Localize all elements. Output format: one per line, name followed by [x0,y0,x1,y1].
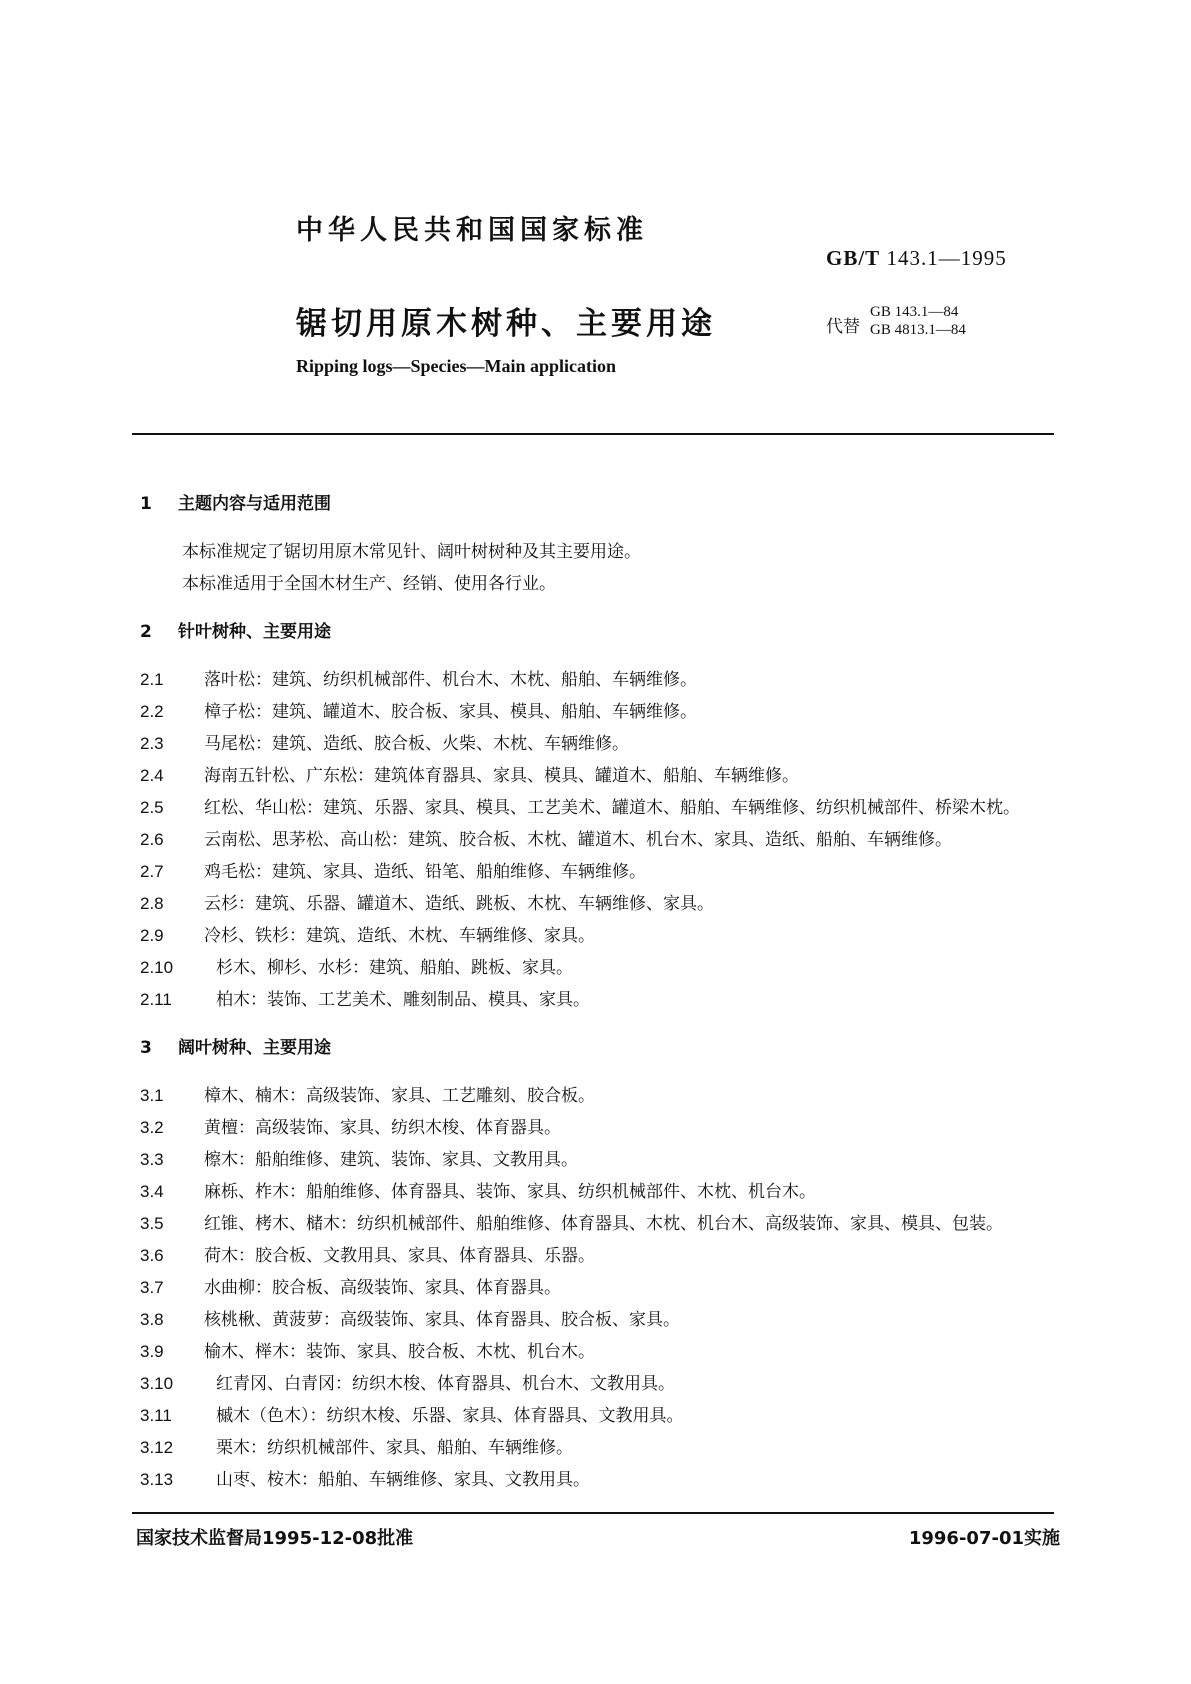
clause-item [124,824,1060,856]
replaced-standards [870,303,966,339]
english-title: Ripping logs—Species—Main application [296,356,617,376]
clause-item [124,1272,1060,1304]
clause-number: 3.10 [140,1374,174,1393]
standard-prefix: GB/T [826,246,881,270]
clause-item [124,1240,1060,1272]
clause-text: 鸡毛松：建筑、家具、造纸、铅笔、船舶维修、车辆维修。 [204,862,646,882]
clause-text: 槭木（色木）：纺织木梭、乐器、家具、体育器具、文教用具。 [216,1406,684,1426]
effective-date: 1996-07-01实施 [908,1528,1060,1549]
clause-item [124,888,1060,920]
paragraph: 本标准规定了锯切用原木常见针、阔叶树树种及其主要用途。 [182,542,641,562]
clause-text: 柏木：装饰、工艺美术、雕刻制品、模具、家具。 [216,990,590,1010]
clause-text: 云杉：建筑、乐器、罐道木、造纸、跳板、木枕、车辆维修、家具。 [204,894,714,914]
clause-item [124,696,1060,728]
clause-text: 檫木：船舶维修、建筑、装饰、家具、文教用具。 [204,1150,578,1170]
document-title: 锯切用原木树种、主要用途 [296,306,716,342]
clause-item [124,728,1060,760]
paragraph: 本标准适用于全国木材生产、经销、使用各行业。 [182,574,556,594]
clause-item [124,664,1060,696]
clause-item [124,952,1060,984]
clause-item [124,1464,1060,1496]
clause-number: 3.9 [140,1342,164,1361]
section-number: 2 [140,622,152,642]
clause-text: 黄檀：高级装饰、家具、纺织木梭、体育器具。 [204,1118,561,1138]
clause-number: 3.2 [140,1118,164,1137]
clause-number: 3.1 [140,1086,164,1105]
clause-number: 2.11 [140,990,172,1009]
clause-item [124,792,1060,824]
section-title: 针叶树种、主要用途 [178,622,331,642]
clause-text: 红松、华山松：建筑、乐器、家具、模具、工艺美术、罐道木、船舶、车辆维修、纺织机械部件、桥梁木枕。 [204,798,1020,818]
clause-item [124,1368,1060,1400]
clause-number: 3.3 [140,1150,164,1169]
section-2-items [124,664,1060,1016]
replaced-standard: GB 4813.1—84 [870,322,966,338]
clause-item [124,1144,1060,1176]
clause-text: 红锥、栲木、槠木：纺织机械部件、船舶维修、体育器具、木枕、机台木、高级装饰、家具、模具、包装。 [204,1214,1003,1234]
clause-number: 2.8 [140,894,164,913]
clause-item [124,1400,1060,1432]
clause-number: 2.10 [140,958,174,977]
clause-number: 3.8 [140,1310,164,1329]
clause-text: 榆木、榉木：装饰、家具、胶合板、木枕、机台木。 [204,1342,595,1362]
section-title: 主题内容与适用范围 [178,494,331,514]
standard-number: 143.1—1995 [886,246,1007,270]
clause-text: 樟木、楠木：高级装饰、家具、工艺雕刻、胶合板。 [204,1086,595,1106]
clause-text: 红青冈、白青冈：纺织木梭、体育器具、机台木、文教用具。 [216,1374,675,1394]
section-number: 3 [140,1038,152,1058]
document-body [124,488,1060,1496]
clause-text: 杉木、柳杉、水杉：建筑、船舶、跳板、家具。 [216,958,573,978]
clause-number: 2.7 [140,862,164,881]
clause-number: 3.6 [140,1246,164,1265]
clause-text: 栗木：纺织机械部件、家具、船舶、车辆维修。 [216,1438,573,1458]
section-3-items [124,1080,1060,1496]
section-number: 1 [140,494,152,514]
clause-text: 荷木：胶合板、文教用具、家具、体育器具、乐器。 [204,1246,595,1266]
clause-item [124,1176,1060,1208]
clause-number: 3.4 [140,1182,164,1201]
clause-item [124,920,1060,952]
clause-number: 2.9 [140,926,164,945]
clause-number: 2.6 [140,830,164,849]
section-heading [124,488,1060,520]
clause-item [124,856,1060,888]
clause-item [124,1208,1060,1240]
clause-number: 3.13 [140,1470,174,1489]
clause-item [124,1112,1060,1144]
clause-item [124,984,1060,1016]
approval-date: 国家技术监督局1995-12-08批准 [136,1528,414,1549]
clause-number: 2.4 [140,766,164,785]
clause-text: 麻栎、柞木：船舶维修、体育器具、装饰、家具、纺织机械部件、木枕、机台木。 [204,1182,816,1202]
clause-number: 2.3 [140,734,164,753]
clause-number: 2.5 [140,798,164,817]
clause-item [124,1432,1060,1464]
standard-code [826,246,1007,271]
clause-number: 3.12 [140,1438,174,1457]
clause-text: 马尾松：建筑、造纸、胶合板、火柴、木枕、车辆维修。 [204,734,629,754]
replaced-standard: GB 143.1—84 [870,304,959,320]
clause-item [124,760,1060,792]
national-standard-title: 中华人民共和国国家标准 [296,215,648,246]
clause-number: 3.11 [140,1406,172,1425]
clause-number: 3.7 [140,1278,164,1297]
clause-item [124,1304,1060,1336]
replaces-label: 代替 [826,317,860,337]
clause-text: 山枣、桉木：船舶、车辆维修、家具、文教用具。 [216,1470,590,1490]
clause-text: 冷杉、铁杉：建筑、造纸、木枕、车辆维修、家具。 [204,926,595,946]
clause-item [124,1080,1060,1112]
clause-item [124,1336,1060,1368]
section-heading [124,616,1060,648]
clause-number: 3.5 [140,1214,164,1233]
clause-number: 2.2 [140,702,164,721]
footer-divider [132,1512,1054,1514]
clause-text: 水曲柳：胶合板、高级装饰、家具、体育器具。 [204,1278,561,1298]
clause-text: 云南松、思茅松、高山松：建筑、胶合板、木枕、罐道木、机台木、家具、造纸、船舶、车辆维修。 [204,830,952,850]
clause-text: 海南五针松、广东松：建筑体育器具、家具、模具、罐道木、船舶、车辆维修。 [204,766,799,786]
clause-text: 樟子松：建筑、罐道木、胶合板、家具、模具、船舶、车辆维修。 [204,702,697,722]
clause-text: 落叶松：建筑、纺织机械部件、机台木、木枕、船舶、车辆维修。 [204,670,697,690]
clause-text: 核桃楸、黄菠萝：高级装饰、家具、体育器具、胶合板、家具。 [204,1310,680,1330]
section-heading [124,1032,1060,1064]
clause-number: 2.1 [140,670,164,689]
section-title: 阔叶树种、主要用途 [178,1038,331,1058]
header-divider [132,433,1054,435]
